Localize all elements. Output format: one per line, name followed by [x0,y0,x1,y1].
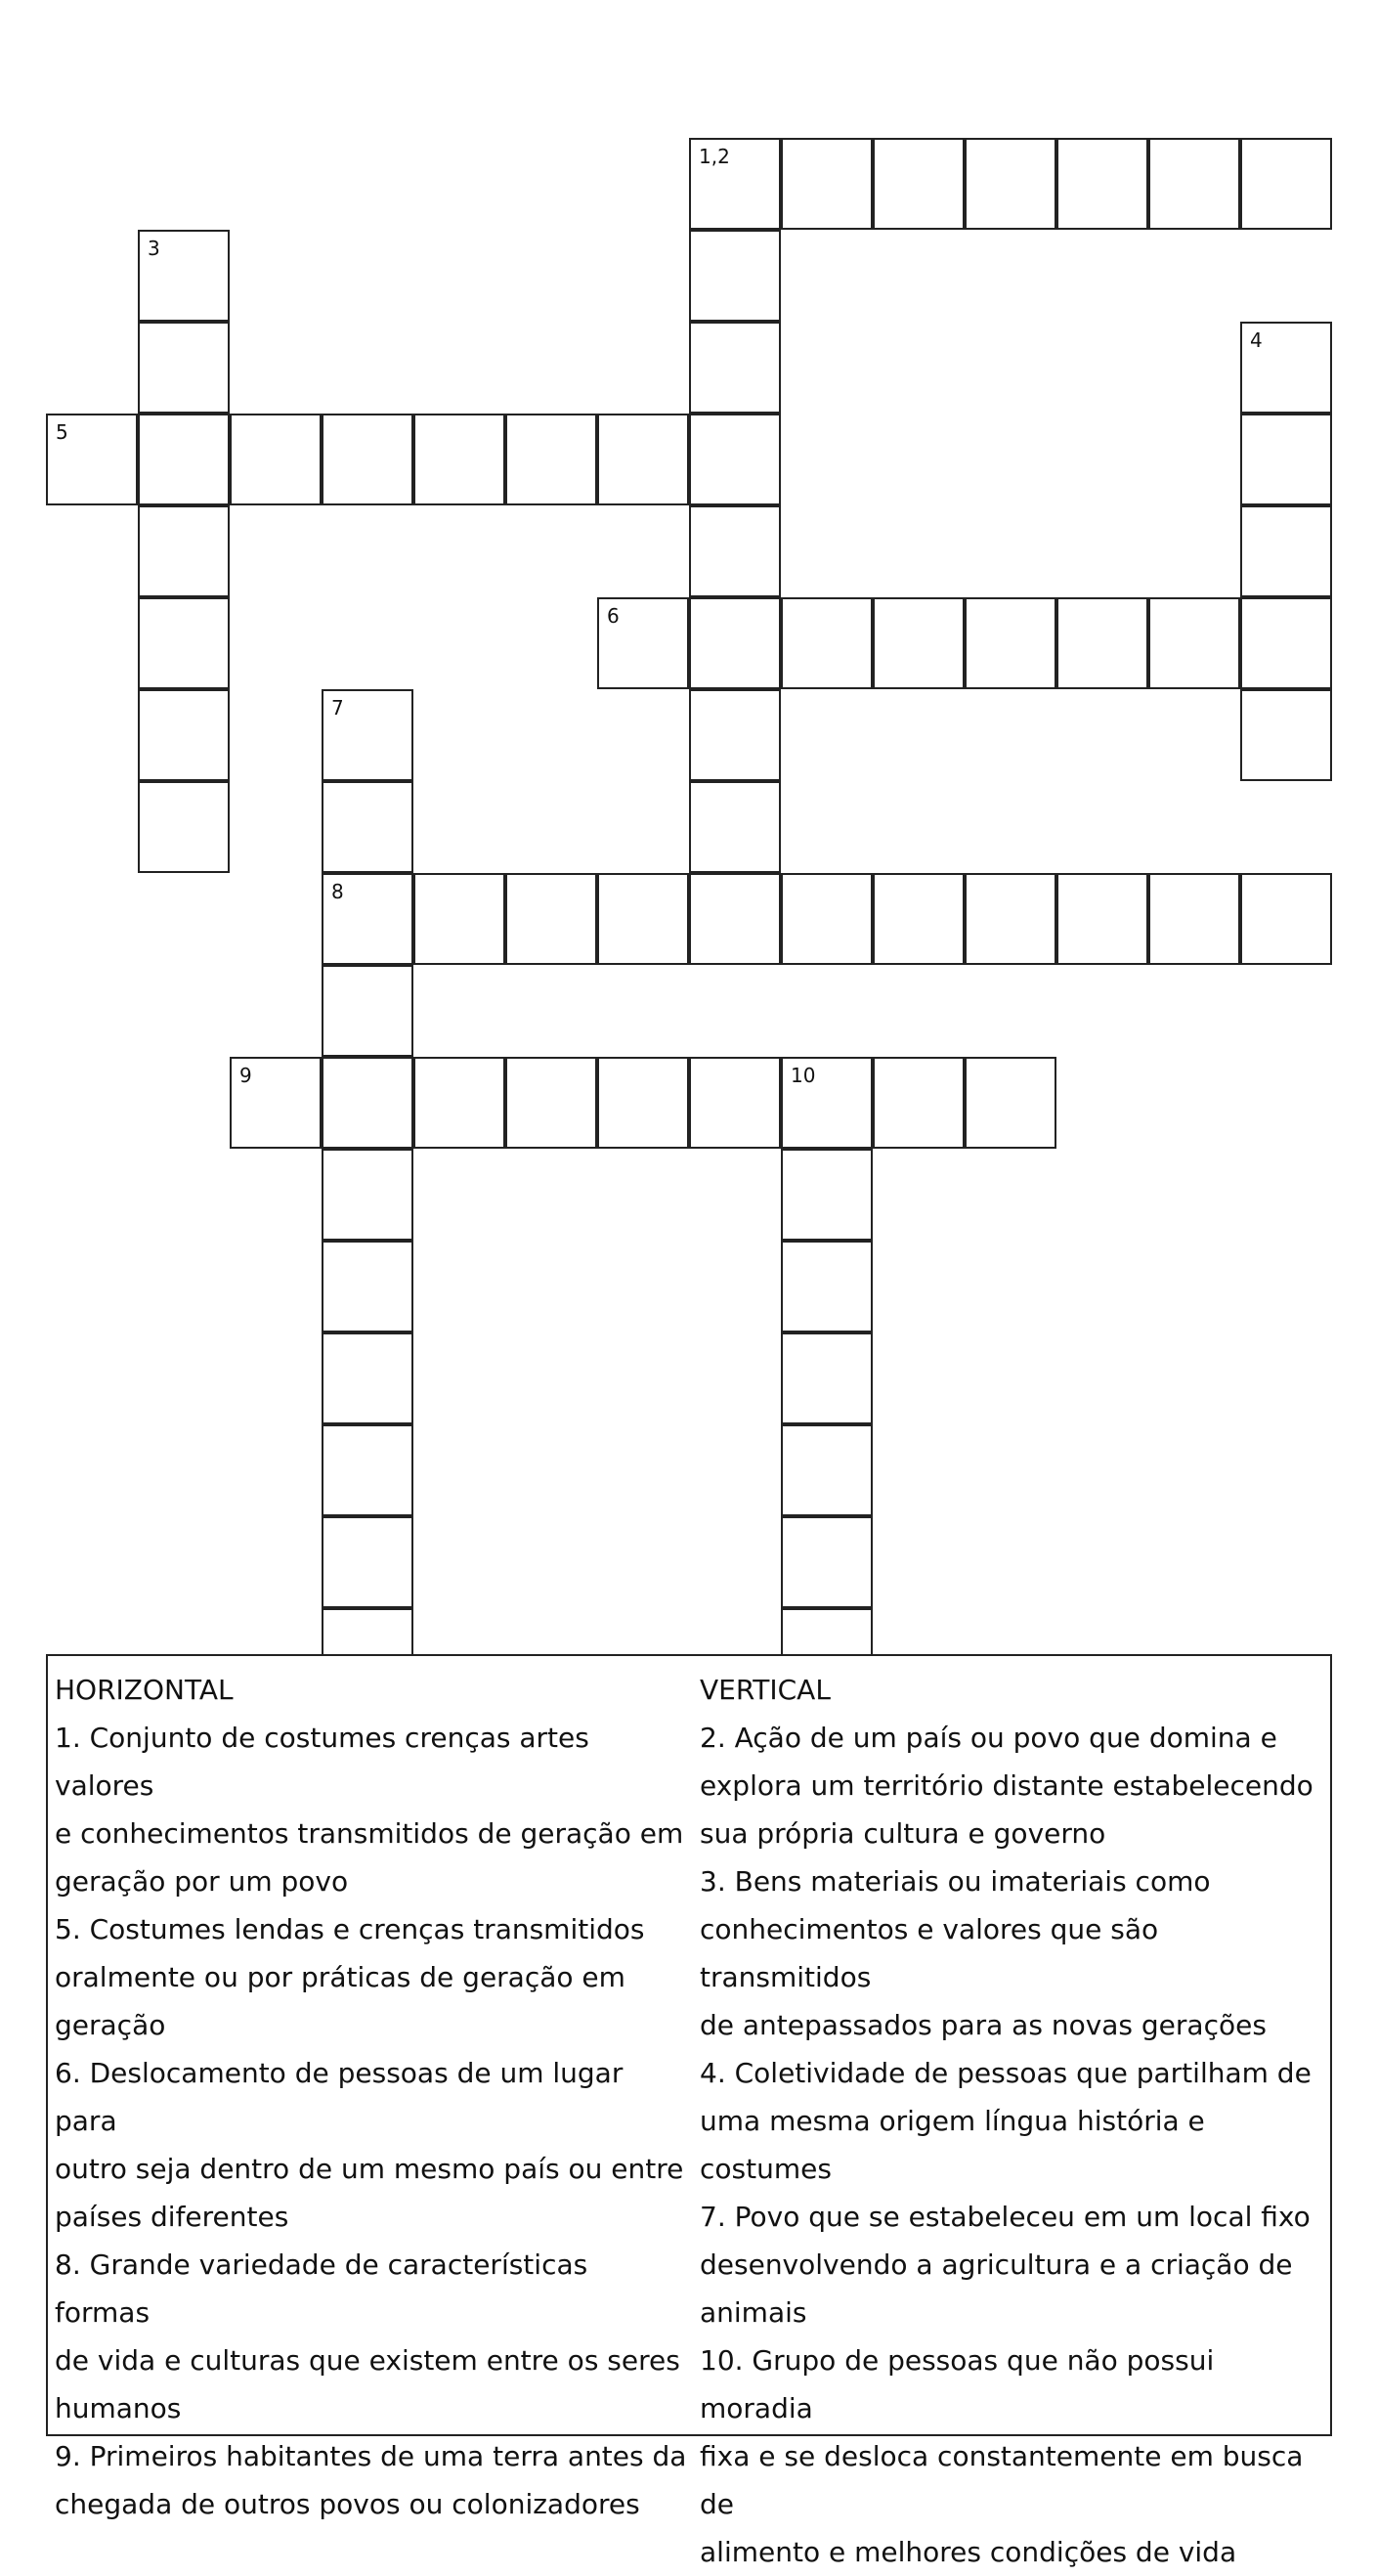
clue-vertical [700,1714,1325,1857]
clue-number: 10 [791,1064,816,1087]
clue-line: uma mesma origem língua história e costumes [700,2105,1205,2185]
crossword-cell[interactable] [322,414,413,505]
clue-line: humanos [55,2392,182,2424]
crossword-cell[interactable] [873,873,965,965]
clue-horizontal [55,1905,690,2049]
crossword-cell[interactable] [322,1516,413,1608]
crossword-cell[interactable] [965,873,1056,965]
clue-line: alimento e melhores condições de vida [700,2536,1237,2568]
clue-number: 4 [1250,328,1263,352]
crossword-cell[interactable] [1240,597,1332,689]
clue-number: 7 [331,696,344,720]
crossword-cell[interactable] [322,1057,413,1149]
horizontal-clues [55,1666,690,2528]
crossword-cell[interactable] [138,414,230,505]
crossword-cell[interactable] [781,1241,873,1332]
crossword-cell[interactable] [1148,873,1240,965]
clue-line: 2. Ação de um país ou povo que domina e [700,1722,1277,1754]
crossword-cell[interactable] [1240,873,1332,965]
crossword-cell[interactable] [138,322,230,414]
clue-line: 7. Povo que se estabeleceu em um local fixo [700,2201,1311,2233]
crossword-cell[interactable] [689,597,781,689]
crossword-cell[interactable] [1240,505,1332,597]
crossword-cell[interactable] [689,414,781,505]
clue-line: 9. Primeiros habitantes de uma terra antes da [55,2440,687,2472]
clue-vertical [700,2193,1325,2336]
crossword-cell[interactable] [689,230,781,322]
clues-box [46,1654,1332,2568]
clue-line: 4. Coletividade de pessoas que partilham de [700,2057,1312,2089]
clue-line: oralmente ou por práticas de geração em [55,1961,625,1993]
crossword-cell[interactable] [1240,322,1332,414]
crossword-cell[interactable] [505,414,597,505]
crossword-cell[interactable] [689,781,781,873]
crossword-cell[interactable] [322,1332,413,1424]
crossword-cell[interactable] [138,230,230,322]
crossword-cell[interactable] [322,1149,413,1241]
crossword-cell[interactable] [322,873,413,965]
crossword-cell[interactable] [138,505,230,597]
clue-horizontal [55,2241,690,2432]
crossword-cell[interactable] [230,414,322,505]
vertical-clues [700,1666,1325,2576]
crossword-cell[interactable] [322,1241,413,1332]
clue-line: de antepassados para as novas gerações [700,2009,1267,2041]
crossword-cell[interactable] [965,138,1056,230]
clue-line: 6. Deslocamento de pessoas de um lugar para [55,2057,624,2137]
clue-line: conhecimentos e valores que são transmitidos [700,1913,1159,1993]
crossword-cell[interactable] [138,597,230,689]
crossword-cell[interactable] [689,1057,781,1149]
crossword-cell[interactable] [413,1057,505,1149]
crossword-cell[interactable] [138,689,230,781]
clue-number: 9 [239,1064,252,1087]
crossword-cell[interactable] [1056,597,1148,689]
crossword-cell[interactable] [597,873,689,965]
crossword-cell[interactable] [781,873,873,965]
crossword-cell[interactable] [689,505,781,597]
crossword-cell[interactable] [505,1057,597,1149]
clue-line: explora um território distante estabelecendo [700,1769,1313,1802]
crossword-cell[interactable] [505,873,597,965]
clue-line: outro seja dentro de um mesmo país ou entre [55,2153,684,2185]
clue-line: geração por um povo [55,1865,349,1898]
crossword-cell[interactable] [1148,597,1240,689]
crossword-cell[interactable] [1056,138,1148,230]
clue-line: fixa e se desloca constantemente em busca de [700,2440,1304,2520]
crossword-cell[interactable] [689,138,781,230]
crossword-cell[interactable] [322,689,413,781]
crossword-cell[interactable] [689,873,781,965]
crossword-cell[interactable] [781,1057,873,1149]
crossword-cell[interactable] [46,414,138,505]
clue-number: 5 [56,420,68,444]
clue-horizontal [55,2049,690,2241]
clue-number: 8 [331,880,344,903]
crossword-cell[interactable] [597,414,689,505]
crossword-cell[interactable] [781,1424,873,1516]
clue-line: 8. Grande variedade de características formas [55,2249,588,2329]
clue-line: e conhecimentos transmitidos de geração em [55,1817,684,1850]
clue-line: chegada de outros povos ou colonizadores [55,2488,640,2520]
crossword-cell[interactable] [873,597,965,689]
crossword-cell[interactable] [322,1424,413,1516]
clue-line: 5. Costumes lendas e crenças transmitidos [55,1913,645,1945]
crossword-cell[interactable] [138,781,230,873]
crossword-cell[interactable] [781,138,873,230]
clue-line: sua própria cultura e governo [700,1817,1106,1850]
clue-horizontal [55,1714,690,1905]
clue-line: de vida e culturas que existem entre os seres [55,2344,680,2377]
clue-line: 3. Bens materiais ou imateriais como [700,1865,1211,1898]
crossword-cell[interactable] [965,597,1056,689]
vertical-heading: VERTICAL [700,1674,831,1706]
crossword-cell[interactable] [1240,414,1332,505]
horizontal-heading: HORIZONTAL [55,1674,234,1706]
clue-line: países diferentes [55,2201,289,2233]
clue-vertical [700,1857,1325,2049]
clue-line: animais [700,2296,807,2329]
clue-horizontal [55,2432,690,2528]
crossword-cell[interactable] [781,1332,873,1424]
crossword-cell[interactable] [597,1057,689,1149]
crossword-cell[interactable] [873,1057,965,1149]
clue-line: 1. Conjunto de costumes crenças artes valores [55,1722,589,1802]
crossword-cell[interactable] [413,873,505,965]
clue-number: 1,2 [699,145,730,168]
crossword-cell[interactable] [689,322,781,414]
crossword-cell[interactable] [781,1149,873,1241]
crossword-cell[interactable] [322,965,413,1057]
crossword-cell[interactable] [322,781,413,873]
crossword-cell[interactable] [413,414,505,505]
crossword-cell[interactable] [597,597,689,689]
crossword-cell[interactable] [230,1057,322,1149]
clue-line: geração [55,2009,166,2041]
crossword-cell[interactable] [1056,873,1148,965]
clue-line: desenvolvendo a agricultura e a criação de [700,2249,1293,2281]
crossword-cell[interactable] [965,1057,1056,1149]
clue-number: 6 [607,604,620,628]
crossword-cell[interactable] [873,138,965,230]
clue-line: 10. Grupo de pessoas que não possui moradia [700,2344,1215,2424]
crossword-cell[interactable] [781,1516,873,1608]
clue-vertical [700,2336,1325,2576]
crossword-cell[interactable] [1240,689,1332,781]
crossword-cell[interactable] [1148,138,1240,230]
crossword-cell[interactable] [689,689,781,781]
clue-number: 3 [148,237,160,260]
crossword-cell[interactable] [1240,138,1332,230]
clue-vertical [700,2049,1325,2193]
crossword-cell[interactable] [781,597,873,689]
